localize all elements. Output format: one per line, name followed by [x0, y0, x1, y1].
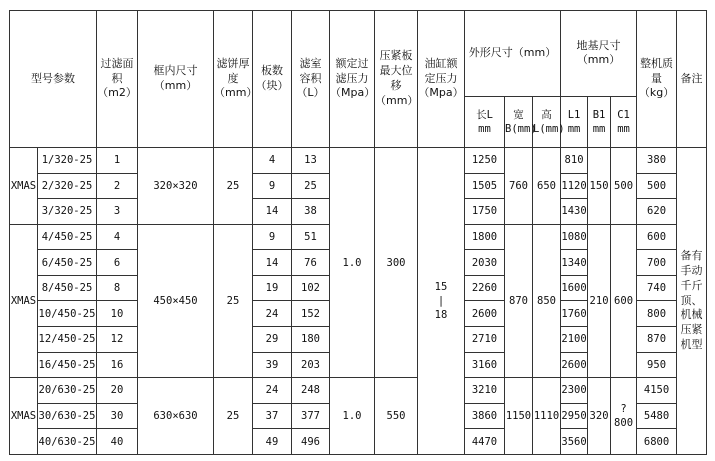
header-weight-line: （kg） — [638, 86, 675, 100]
remarks-cell — [677, 148, 707, 455]
header-chamber-volume — [292, 11, 330, 148]
plates-cell: 49 — [253, 429, 292, 455]
outline-L-cell: 1250 — [465, 148, 505, 174]
weight-cell: 5480 — [637, 403, 677, 429]
frame-size-cell: 630×630 — [138, 378, 214, 455]
weight-cell: 740 — [637, 275, 677, 301]
plates-cell: 39 — [253, 352, 292, 378]
frame-size-cell: 320×320 — [138, 148, 214, 225]
header-cake-thickness-line: 滤饼厚 — [216, 56, 250, 70]
press-travel-cell: 550 — [375, 378, 418, 455]
header-remarks: 备注 — [677, 11, 707, 148]
foundation-L1-cell: 3560 — [561, 429, 588, 455]
press-travel-cell: 300 — [375, 148, 418, 378]
model-prefix: XMAS — [10, 224, 38, 377]
header-plates-line: 板数 — [261, 64, 283, 78]
outline-L-cell: 4470 — [465, 429, 505, 455]
header-chamber-volume-line: 滤室 — [299, 56, 322, 70]
plates-cell: 14 — [253, 199, 292, 225]
header-chamber-volume-line: （L） — [296, 86, 325, 100]
outline-H-cell: 1110 — [533, 378, 561, 455]
volume-cell: 25 — [292, 173, 330, 199]
volume-cell: 203 — [292, 352, 330, 378]
foundation-C1-cell: 500 — [611, 148, 637, 225]
remarks-cell-line: 备有 — [680, 249, 703, 263]
header-frame-size-line: 框内尺寸 — [153, 64, 198, 78]
remarks-cell-line: 压紧 — [680, 323, 703, 337]
header-rated-pressure-line: 滤压力 — [335, 71, 369, 85]
filter-area-cell: 1 — [97, 148, 138, 174]
filter-area-cell: 4 — [97, 224, 138, 250]
header-press-travel-line: （mm） — [375, 93, 419, 107]
outline-B-cell: 1150 — [505, 378, 533, 455]
weight-cell: 620 — [637, 199, 677, 225]
model-cell: 30/630-25 — [38, 403, 97, 429]
model-cell: 10/450-25 — [38, 301, 97, 327]
remarks-cell-line: 手动 — [680, 263, 703, 277]
header-weight-line: 量 — [651, 71, 663, 85]
cylinder-pressure-cell — [418, 148, 465, 455]
header-weight — [637, 11, 677, 148]
header-outline-L — [465, 96, 505, 147]
volume-cell: 102 — [292, 275, 330, 301]
outline-L-cell: 2710 — [465, 327, 505, 353]
foundation-B1-cell: 320 — [588, 378, 611, 455]
table-row — [10, 378, 707, 404]
foundation-B1-cell: 210 — [588, 224, 611, 377]
header-rated-pressure-line: （Mpa） — [330, 86, 376, 100]
header-press-travel-line: 移 — [390, 79, 402, 93]
volume-cell: 76 — [292, 250, 330, 276]
model-cell: 16/450-25 — [38, 352, 97, 378]
model-cell: 2/320-25 — [38, 173, 97, 199]
weight-cell: 800 — [637, 301, 677, 327]
outline-L-cell: 1750 — [465, 199, 505, 225]
foundation-L1-cell: 2100 — [561, 327, 588, 353]
foundation-L1-cell: 1600 — [561, 275, 588, 301]
spec-table — [9, 10, 707, 455]
header-weight-line: 整机质 — [640, 56, 674, 70]
header-filter-area-line: 积 — [111, 71, 123, 85]
header-chamber-volume-line: 容积 — [299, 71, 322, 85]
header-cylinder-pressure-line: 油缸额 — [424, 56, 458, 70]
model-cell: 6/450-25 — [38, 250, 97, 276]
foundation-L1-cell: 1760 — [561, 301, 588, 327]
outline-H-cell: 850 — [533, 224, 561, 377]
header-outline: 外形尺寸（mm） — [465, 11, 561, 97]
volume-cell: 377 — [292, 403, 330, 429]
header-frame-size — [138, 11, 214, 148]
weight-cell: 380 — [637, 148, 677, 174]
weight-cell: 870 — [637, 327, 677, 353]
header-cake-thickness — [214, 11, 258, 148]
filter-area-cell: 20 — [97, 378, 138, 404]
header-foundation-L1-line: mm — [567, 122, 581, 135]
plates-cell: 4 — [253, 148, 292, 174]
header-foundation-line: （mm） — [576, 53, 621, 67]
outline-L-cell: 2600 — [465, 301, 505, 327]
outline-L-cell: 1505 — [465, 173, 505, 199]
outline-L-cell: 3860 — [465, 403, 505, 429]
header-cylinder-pressure-line: 定压力 — [424, 71, 458, 85]
weight-cell: 700 — [637, 250, 677, 276]
header-cake-thickness-line: 度 — [227, 71, 239, 85]
header-outline-B-line: B(mm) — [505, 122, 537, 135]
weight-cell: 6800 — [637, 429, 677, 455]
header-press-travel-line: 最大位 — [379, 64, 413, 78]
header-outline-B-line: 宽 — [513, 108, 524, 121]
cylinder-pressure-cell-line: | — [437, 294, 445, 307]
model-prefix: XMAS — [10, 378, 38, 455]
cake-thickness-cell: 25 — [214, 378, 253, 455]
plates-cell: 37 — [253, 403, 292, 429]
model-cell: 1/320-25 — [38, 148, 97, 174]
volume-cell: 13 — [292, 148, 330, 174]
filter-area-cell: 6 — [97, 250, 138, 276]
weight-cell: 4150 — [637, 378, 677, 404]
header-foundation-C1 — [611, 96, 637, 147]
outline-B-cell: 760 — [505, 148, 533, 225]
weight-cell: 600 — [637, 224, 677, 250]
header-foundation-B1-line: B1 — [592, 108, 606, 121]
header-outline-B — [505, 96, 537, 147]
remarks-cell-line: 千斤 — [680, 278, 703, 292]
filter-area-cell: 30 — [97, 403, 138, 429]
filter-area-cell: 3 — [97, 199, 138, 225]
foundation-L1-cell: 2950 — [561, 403, 588, 429]
cylinder-pressure-cell-line: 18 — [434, 309, 448, 322]
header-foundation-L1-line: L1 — [567, 108, 581, 121]
header-rated-pressure-line: 额定过 — [335, 56, 369, 70]
volume-cell: 180 — [292, 327, 330, 353]
outline-B-cell: 870 — [505, 224, 533, 377]
model-cell: 4/450-25 — [38, 224, 97, 250]
plates-cell: 9 — [253, 224, 292, 250]
filter-area-cell: 8 — [97, 275, 138, 301]
header-plates-line: （块） — [255, 79, 289, 93]
header-foundation-B1-line: mm — [592, 122, 606, 135]
header-outline-H — [533, 96, 565, 147]
volume-cell: 51 — [292, 224, 330, 250]
foundation-C1-cell: ?800 — [611, 378, 637, 455]
header-frame-size-line: （mm） — [153, 79, 198, 93]
model-prefix: XMAS — [10, 148, 38, 225]
outline-L-cell: 2260 — [465, 275, 505, 301]
model-cell: 3/320-25 — [38, 199, 97, 225]
foundation-L1-cell: 1340 — [561, 250, 588, 276]
foundation-L1-cell: 810 — [561, 148, 588, 174]
model-cell: 40/630-25 — [38, 429, 97, 455]
header-foundation-L1 — [561, 96, 588, 147]
remarks-cell-line: 机械 — [680, 308, 703, 322]
frame-size-cell: 450×450 — [138, 224, 214, 377]
header-foundation-C1-line: C1 — [617, 108, 630, 121]
foundation-L1-cell: 1080 — [561, 224, 588, 250]
volume-cell: 496 — [292, 429, 330, 455]
plates-cell: 9 — [253, 173, 292, 199]
filter-area-cell: 2 — [97, 173, 138, 199]
foundation-L1-cell: 1120 — [561, 173, 588, 199]
plates-cell: 24 — [253, 301, 292, 327]
plates-cell: 19 — [253, 275, 292, 301]
model-cell: 20/630-25 — [38, 378, 97, 404]
foundation-L1-cell: 1430 — [561, 199, 588, 225]
header-outline-H-line: 高 — [541, 108, 552, 121]
header-filter-area-line: 过滤面 — [100, 56, 134, 70]
header-outline-H-line: L(mm) — [533, 122, 565, 135]
outline-L-cell: 1800 — [465, 224, 505, 250]
model-cell: 8/450-25 — [38, 275, 97, 301]
volume-cell: 38 — [292, 199, 330, 225]
header-press-travel-line: 压紧板 — [379, 49, 413, 63]
header-foundation-line: 地基尺寸 — [576, 38, 621, 52]
header-plates — [253, 11, 292, 148]
header-foundation-B1 — [588, 96, 611, 147]
rated-pressure-cell: 1.0 — [330, 148, 375, 378]
weight-cell: 950 — [637, 352, 677, 378]
remarks-cell-line: 顶、 — [680, 293, 703, 307]
header-filter-area-line: （m2） — [97, 86, 137, 100]
foundation-B1-cell: 150 — [588, 148, 611, 225]
remarks-cell-line: 机型 — [680, 338, 703, 352]
filter-area-cell: 40 — [97, 429, 138, 455]
filter-area-cell: 16 — [97, 352, 138, 378]
header-outline-L-line: mm — [478, 122, 491, 135]
header-press-travel — [375, 11, 418, 148]
weight-cell: 500 — [637, 173, 677, 199]
foundation-C1-cell: 600 — [611, 224, 637, 377]
foundation-L1-cell: 2300 — [561, 378, 588, 404]
header-cylinder-pressure — [418, 11, 465, 148]
header-foundation-C1-line: mm — [617, 122, 630, 135]
plates-cell: 24 — [253, 378, 292, 404]
model-cell: 12/450-25 — [38, 327, 97, 353]
filter-area-cell: 12 — [97, 327, 138, 353]
header-model: 型号参数 — [10, 11, 97, 148]
plates-cell: 14 — [253, 250, 292, 276]
outline-H-cell: 650 — [533, 148, 561, 225]
outline-L-cell: 3210 — [465, 378, 505, 404]
header-outline-L-line: 长L — [476, 108, 493, 121]
header-cake-thickness-line: （mm） — [214, 86, 258, 100]
header-rated-pressure — [330, 11, 375, 148]
plates-cell: 29 — [253, 327, 292, 353]
outline-L-cell: 3160 — [465, 352, 505, 378]
volume-cell: 152 — [292, 301, 330, 327]
foundation-L1-cell: 2600 — [561, 352, 588, 378]
header-foundation — [561, 11, 637, 97]
rated-pressure-cell: 1.0 — [330, 378, 375, 455]
cylinder-pressure-cell-line: 15 — [434, 280, 448, 293]
cake-thickness-cell: 25 — [214, 148, 253, 225]
table-row — [10, 148, 707, 174]
filter-area-cell: 10 — [97, 301, 138, 327]
header-filter-area — [97, 11, 138, 148]
outline-L-cell: 2030 — [465, 250, 505, 276]
cake-thickness-cell: 25 — [214, 224, 253, 377]
header-cylinder-pressure-line: （Mpa） — [418, 86, 464, 100]
volume-cell: 248 — [292, 378, 330, 404]
